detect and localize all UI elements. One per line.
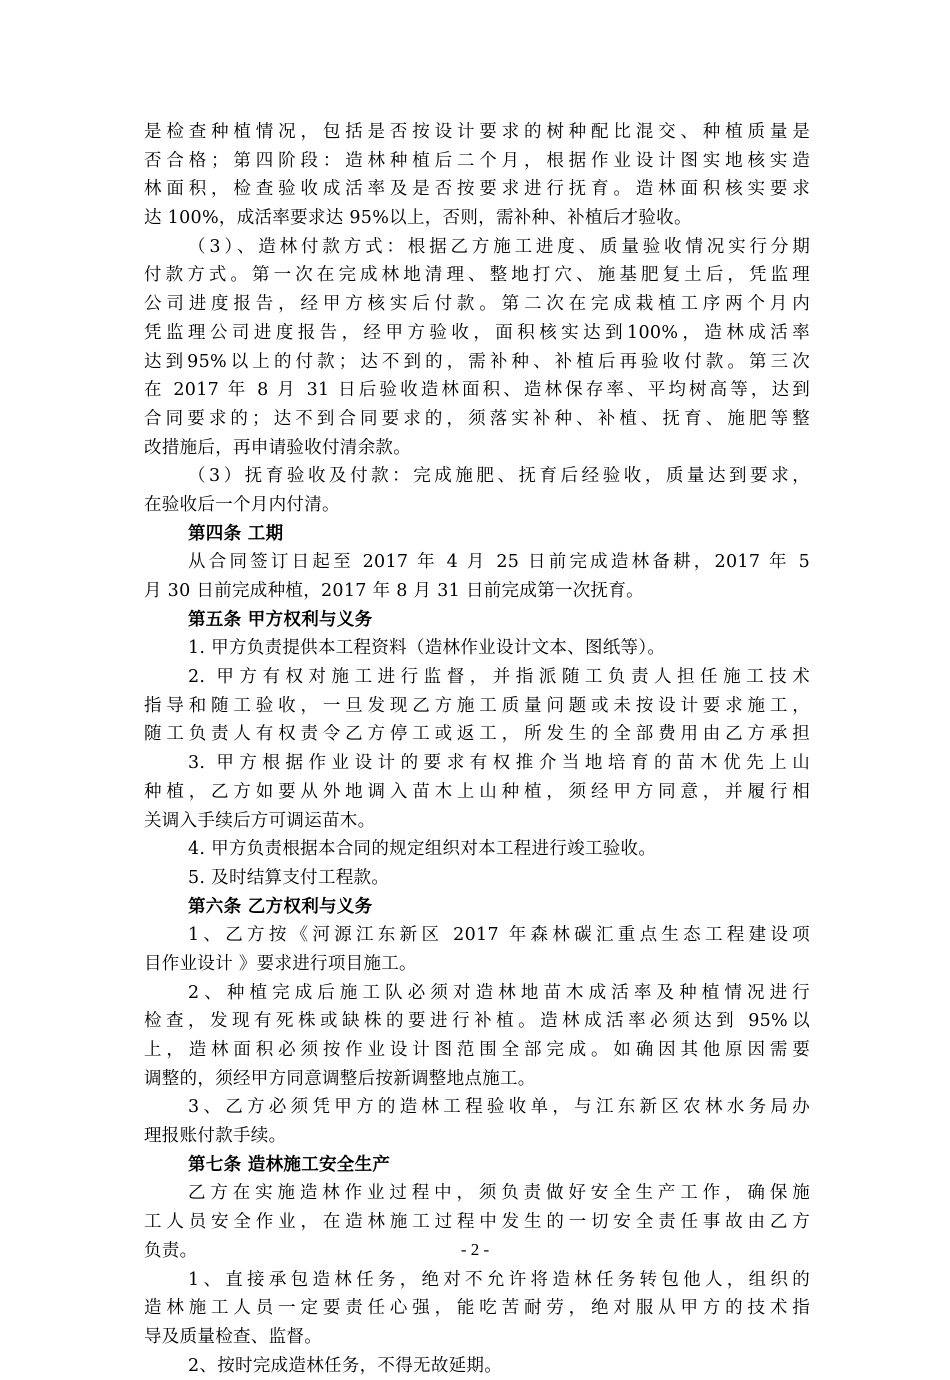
page-number: - 2 - (460, 1240, 490, 1259)
text-line: 乙方在实施造林作业过程中，须负责做好安全生产工作，确保施 (188, 1183, 810, 1204)
section-heading: 第六条 乙方权利与义务 (188, 896, 373, 917)
text-line: 1. 甲方负责提供本工程资料（造林作业设计文本、图纸等）。 (188, 638, 666, 659)
text-line: 改措施后，再申请验收付清余款。 (144, 437, 411, 458)
text-line: 3、乙方必须凭甲方的造林工程验收单，与江东新区农林水务局办 (188, 1097, 810, 1118)
text-line: 达 100%，成活率要求达 95%以上，否则，需补种、补植后才验收。 (144, 208, 692, 229)
text-line: 负责。 (144, 1240, 198, 1261)
text-line: 3. 甲方根据作业设计的要求有权推介当地培育的苗木优先上山 (188, 753, 810, 774)
text-line: 指导和随工验收，一旦发现乙方施工质量问题或未按设计要求施工， (144, 695, 810, 716)
text-line: 月 30 日前完成种植，2017 年 8 月 31 日前完成第一次抚育。 (144, 581, 644, 601)
text-line: 上，造林面积必须按作业设计图范围全部完成。如确因其他原因需要 (144, 1040, 810, 1060)
text-line: 林面积，检查验收成活率及是否按要求进行抚育。造林面积核实要求 (144, 179, 810, 200)
text-line: 1、乙方按《河源江东新区 2017 年森林碳汇重点生态工程建设项 (188, 925, 810, 946)
section-heading: 第七条 造林施工安全生产 (188, 1154, 391, 1175)
text-line: 工人员安全作业，在造林施工过程中发生的一切安全责任事故由乙方 (144, 1212, 810, 1233)
text-line: 种植，乙方如要从外地调入苗木上山种植，须经甲方同意，并履行相 (144, 781, 810, 802)
text-line: 2. 甲方有权对施工进行监督，并指派随工负责人担任施工技术 (188, 667, 810, 688)
text-line: 调整的，须经甲方同意调整后按新调整地点施工。 (144, 1068, 536, 1089)
text-line: 公司进度报告，经甲方核实后付款。第二次在完成栽植工序两个月内 (144, 294, 810, 315)
text-line: 在 2017 年 8 月 31 日后验收造林面积、造林保存率、平均树高等，达到 (144, 380, 810, 401)
text-line: 2、按时完成造林任务，不得无故延期。 (188, 1355, 503, 1376)
section-heading: 第五条 甲方权利与义务 (188, 609, 373, 630)
section-heading: 第四条 工期 (188, 523, 284, 544)
text-line: 达到95%以上的付款；达不到的，需补种、补植后再验收付款。第三次 (144, 351, 810, 372)
text-line: 从合同签订日起至 2017 年 4 月 25 日前完成造林备耕，2017 年 5 (188, 552, 810, 573)
text-line: 付款方式。第一次在完成林地清理、整地打穴、施基肥复土后，凭监理 (144, 265, 810, 286)
text-line: 导及质量检查、监督。 (144, 1326, 322, 1347)
text-line: 4. 甲方负责根据本合同的规定组织对本工程进行竣工验收。 (188, 839, 657, 860)
text-line: 是检查种植情况，包括是否按设计要求的树种配比混交、种植质量是 (144, 122, 810, 142)
text-line: 否合格；第四阶段：造林种植后二个月，根据作业设计图实地核实造 (144, 150, 810, 171)
text-line: 5. 及时结算支付工程款。 (188, 867, 390, 888)
text-line: 在验收后一个月内付清。 (144, 494, 340, 515)
text-line: 1、直接承包造林任务，绝对不允许将造林任务转包他人，组织的 (188, 1269, 810, 1290)
text-line: 理报账付款手续。 (144, 1126, 287, 1147)
text-line: 合同要求的；达不到合同要求的，须落实补种、补植、抚育、施肥等整 (144, 408, 810, 429)
text-line: 关调入手续后方可调运苗木。 (144, 810, 376, 831)
text-line: 随工负责人有权责令乙方停工或返工，所发生的全部费用由乙方承担 (144, 724, 810, 745)
text-line: （3）抚育验收及付款：完成施肥、抚育后经验收，质量达到要求， (188, 466, 810, 487)
text-line: 凭监理公司进度报告，经甲方验收，面积核实达到100%，造林成活率 (144, 322, 810, 343)
text-line: 目作业设计 》要求进行项目施工。 (144, 953, 417, 974)
text-line: 检查，发现有死株或缺株的要进行补植。造林成活率必须达到 95%以 (144, 1011, 810, 1032)
text-line: 造林施工人员一定要责任心强，能吃苦耐劳，绝对服从甲方的技术指 (144, 1298, 810, 1319)
text-line: （3）、造林付款方式：根据乙方施工进度、质量验收情况实行分期 (188, 236, 810, 257)
document-body (144, 118, 810, 1380)
text-line: 2、种植完成后施工队必须对造林地苗木成活率及种植情况进行 (188, 982, 810, 1003)
